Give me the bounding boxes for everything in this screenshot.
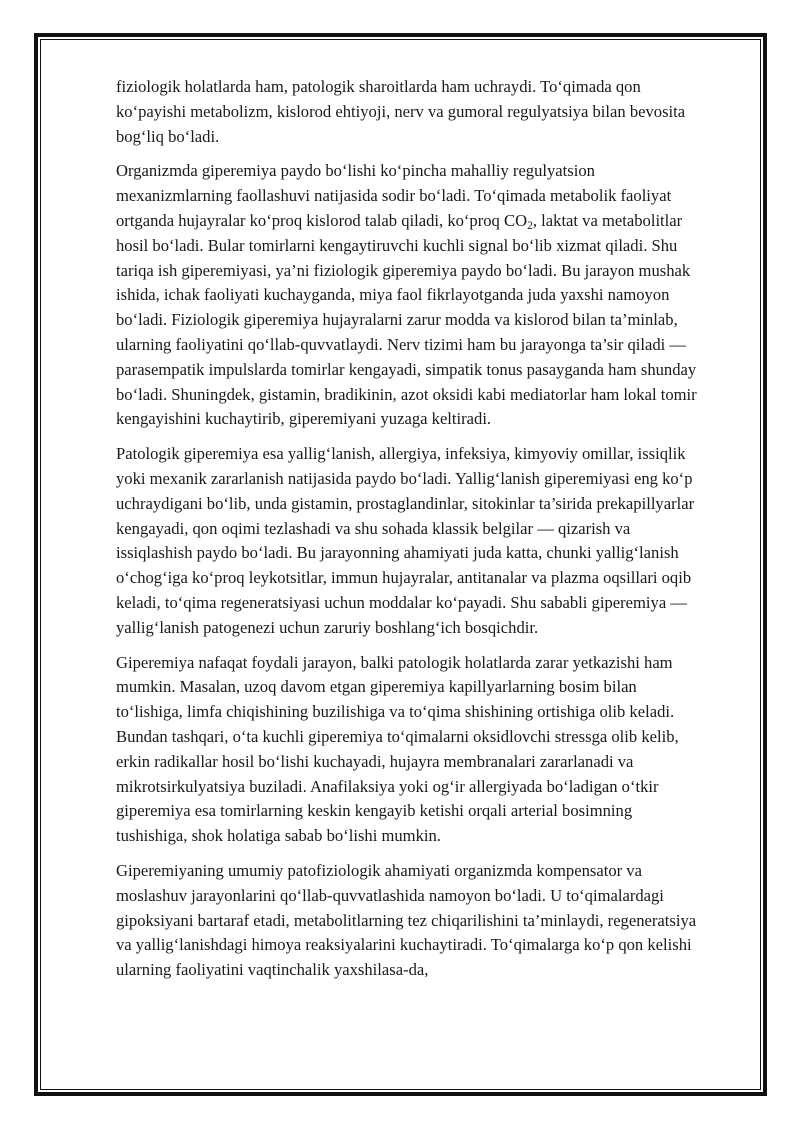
paragraph-5: Giperemiyaning umumiy patofiziologik ahamiyati organizmda kompensator va moslashuv jarayonlarini qo‘llab-quvvatlashida namoyon bo‘ladi. U to‘qimalardagi gipoksiyani bartaraf etadi, metabolitlarning tez chiqarilishini ta’minlaydi, regeneratsiya va yallig‘lanishdagi himoya reaksiyalarini kuchaytiradi. To‘qimalarga ko‘p qon kelishi ularning faoliyatini vaqtinchalik yaxshilasa-da, [116,860,697,980]
document-body [116,75,706,993]
paragraph-2-part-1: Organizmda giperemiya paydo bo‘lishi ko‘pincha mahalliy regulyatsion mexanizmlarning faollashuvi natijasida sodir bo‘ladi. To‘qimada metabolik faoliyat ortganda hujayralar ko‘proq kislorod talab qiladi, ko‘proq CO [116,161,672,230]
paragraph-4: Giperemiya nafaqat foydali jarayon, balki patologik holatlarda zarar yetkazishi ham mumkin. Masalan, uzoq davom etgan giperemiya kapillyarlarning bosim bilan to‘lishiga, limfa chiqishining buzilishiga va to‘qima shishining ortishiga olib keladi. Bundan tashqari, o‘ta kuchli giperemiya to‘qimalarni oksidlovchi stressga olib kelib, erkin radikallar hosil bo‘lishi kuchayadi, hujayra membranalari zararlanadi va mikrotsirkulyatsiya buziladi. Anafilaksiya yoki og‘ir allergiyada bo‘ladigan o‘tkir giperemiya esa tomirlarning keskin kengayib ketishi orqali arterial bosimning tushishiga, shok holatiga sabab bo‘lishi mumkin. [116,652,679,846]
paragraph-2-part-2: , laktat va metabolitlar hosil bo‘ladi. Bular tomirlarni kengaytiruvchi kuchli signal bo‘lib xizmat qiladi. Shu tariqa ish giperemiyasi, ya’ni fiziologik giperemiya paydo bo‘ladi. Bu jarayon mushak ishida, ichak faoliyati kuchayganda, miya faol fikrlayotganda juda yaxshi namoyon bo‘ladi. Fiziologik giperemiya hujayralarni zarur modda va kislorod bilan ta’minlab, ularning faoliyatini qo‘llab-quvvatlaydi. Nerv tizimi ham bu jarayonga ta’sir qiladi — parasempatik impulslarda tomirlar kengayadi, simpatik tonus pasayganda ham shunday bo‘ladi. Shuningdek, gistamin, bradikinin, azot oksidi kabi mediatorlar ham lokal tomir kengayishini kuchaytirib, giperemiyani yuzaga keltiradi. [116,210,697,429]
paragraph-3: Patologik giperemiya esa yallig‘lanish, allergiya, infeksiya, kimyoviy omillar, issiqlik yoki mexanik zararlanish natijasida paydo bo‘ladi. Yallig‘lanish giperemiyasi eng ko‘p uchraydigani bo‘lib, unda gistamin, prostaglandinlar, sitokinlar ta’sirida prekapillyarlar kengayadi, qon oqimi tezlashadi va shu sohada klassik belgilar — qizarish va issiqlashish paydo bo‘ladi. Bu jarayonning ahamiyati juda katta, chunki yallig‘lanish o‘chog‘iga ko‘proq leykotsitlar, immun hujayralar, antitanalar va plazma oqsillari oqib keladi, to‘qima regeneratsiyasi uchun moddalar ko‘payadi. Shu sababli giperemiya — yallig‘lanish patogenezi uchun zaruriy boshlang‘ich bosqichdir. [116,444,695,637]
paragraph-2 [116,159,706,432]
co2-subscript: 2 [527,218,533,232]
paragraph-1: fiziologik holatlarda ham, patologik sharoitlarda ham uchraydi. To‘qimada qon ko‘payishi metabolizm, kislorod ehtiyoji, nerv va gumoral regulyatsiya bilan bevosita bog‘liq bo‘ladi. [116,77,686,146]
